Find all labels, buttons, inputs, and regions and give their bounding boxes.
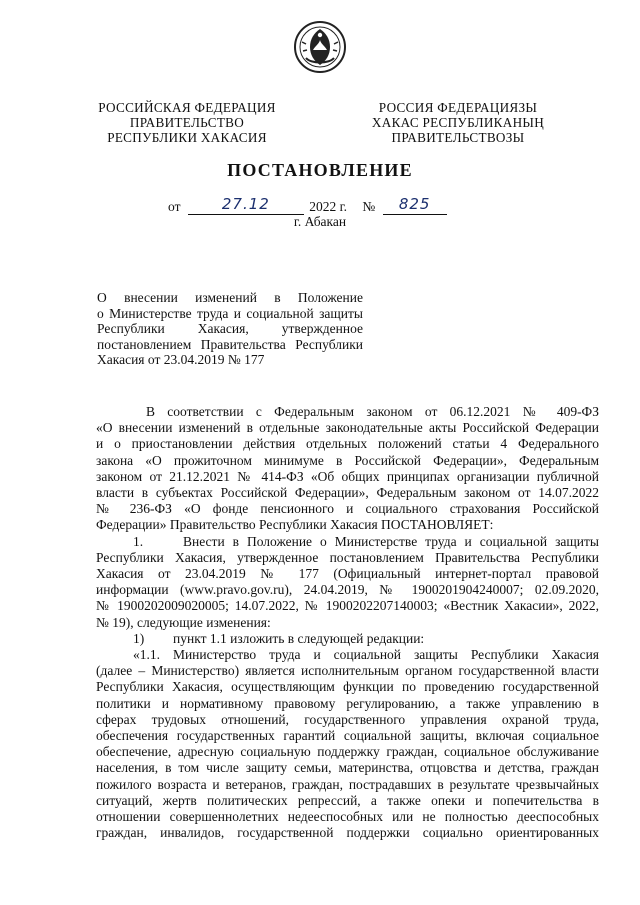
item-1-first-text: Внести в Положение о Министерстве труда и социальной защиты — [183, 533, 599, 549]
preamble-line: «О внесении изменений в отдельные законодательные акты Российской Федерации — [96, 420, 599, 436]
handwritten-date: 27.12 — [221, 195, 270, 213]
quote-line: сферах трудовых отношений, государственного управления охраной труда, — [96, 711, 599, 727]
subject-line: постановлением Правительства Республики — [97, 336, 363, 352]
number-sign: № — [362, 199, 376, 214]
item-1-line: № 19), следующие изменения: — [96, 614, 271, 630]
header-left-line: ПРАВИТЕЛЬСТВО — [129, 115, 245, 130]
header-left-russian — [92, 100, 282, 145]
coat-of-arms-emblem — [293, 20, 347, 74]
item-1-line — [96, 534, 599, 550]
quote-line: граждан, инвалидов, государственной поддержки социально ориентированных — [96, 825, 599, 841]
year-text: 2022 г. — [309, 199, 347, 214]
number-field — [383, 195, 447, 215]
subitem-1-text: пункт 1.1 изложить в следующей редакции: — [173, 630, 425, 646]
preamble-line: законом от 21.12.2021 № 414-ФЗ «Об общих принципах организации публичной — [96, 468, 599, 484]
document-title: ПОСТАНОВЛЕНИЕ — [227, 160, 413, 180]
subitem-1-line — [96, 631, 599, 647]
quote-line: ситуаций, жертв политических репрессий, а также опеки и попечительства в — [96, 792, 599, 808]
subject-line: о Министерстве труда и социальной защиты — [97, 305, 363, 321]
item-1-line: информации (www.pravo.gov.ru), 24.04.2019, № 1900201904240007; 02.09.2020, — [96, 582, 599, 598]
header-right-line: ХАКАС РЕСПУБЛИКАНЫҢ — [371, 115, 545, 130]
subject-line: О внесении изменений в Положение — [97, 290, 363, 305]
quote-line: населения, в том числе защиту семьи, материнства, отцовства и детства, граждан — [96, 760, 599, 776]
preamble-line: закона «О прожиточном минимуме в Российской Федерации», Федеральным — [96, 452, 599, 468]
preamble-line: Федерации» Правительство Республики Хакасия ПОСТАНОВЛЯЕТ: — [96, 517, 494, 533]
quote-line: отношении совершеннолетних недееспособных или не полностью дееспособных — [96, 809, 599, 825]
header-right-line: РОССИЯ ФЕДЕРАЦИЯЗЫ — [378, 100, 538, 115]
subject-line: Хакасия от 23.04.2019 № 177 — [97, 352, 265, 368]
quote-line: (далее – Министерство) является исполнительным органом государственной власти — [96, 663, 599, 679]
item-1-line: Республики Хакасия, утвержденное постановлением Правительства Республики — [96, 549, 599, 565]
item-1-line: № 1900202009020005; 14.07.2022, № 1900202207140003; «Вестник Хакасии», 2022, — [96, 598, 599, 614]
header-left-line: РОССИЙСКАЯ ФЕДЕРАЦИЯ — [98, 100, 276, 115]
header-left-line: РЕСПУБЛИКИ ХАКАСИЯ — [107, 130, 267, 145]
header-right-line: ПРАВИТЕЛЬСТВОЗЫ — [391, 130, 525, 145]
subject-block — [97, 290, 363, 368]
handwritten-number: 825 — [398, 195, 431, 213]
item-1-line: Хакасия от 23.04.2019 № 177 (Официальный интернет-портал правовой — [96, 566, 599, 582]
preamble-line: № 236-ФЗ «О фонде пенсионного и социального страхования Российской — [96, 501, 599, 517]
city-name: г. Абакан — [293, 214, 347, 229]
item-1-number: 1. — [133, 533, 144, 549]
preamble-line: В соответствии с Федеральным законом от 06.12.2021 № 409-ФЗ — [146, 404, 599, 419]
quote-line: Республики Хакасия, осуществляющим функции по проведению государственной — [96, 679, 599, 695]
date-prefix: от — [168, 199, 181, 214]
quote-line: политики и нормативному правовому регулированию, а также управлению в — [96, 695, 599, 711]
preamble-line: и о приостановлении действия отдельных положений статьи 4 Федерального — [96, 436, 599, 452]
quote-line: пожилого возраста и ветеранов, граждан, пострадавших в результате чрезвычайных — [96, 776, 599, 792]
preamble-line: власти в субъектах Российской Федерации», Федеральным законом от 14.07.2022 — [96, 485, 599, 501]
date-field — [188, 195, 304, 215]
subitem-1-number: 1) — [133, 630, 145, 646]
header-right-khakas — [358, 100, 558, 145]
quote-line: обеспечения государственных гарантий социальной защиты, включая социальное — [96, 728, 599, 744]
subject-line: Республики Хакасия, утвержденное — [97, 321, 363, 337]
body-text — [96, 404, 599, 841]
quote-line: «1.1. Министерство труда и социальной защиты Республики Хакасия — [133, 647, 599, 663]
date-number-line — [168, 195, 447, 215]
quote-line: обеспечение, адресную социальную поддержку граждан, социальное обслуживание — [96, 744, 599, 760]
